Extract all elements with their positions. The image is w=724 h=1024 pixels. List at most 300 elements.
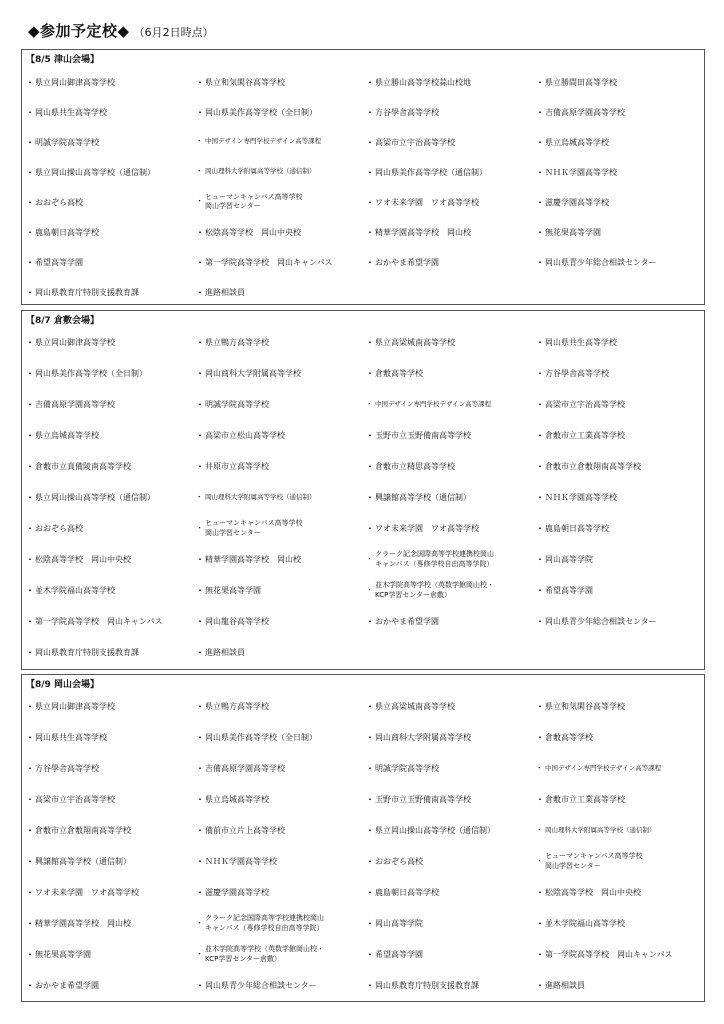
school-item bbox=[366, 67, 536, 97]
section-heading: 【8/5 津山会場】 bbox=[26, 55, 99, 65]
school-name: 玉野市立玉野備南高等学校 bbox=[375, 431, 471, 440]
school-name: 倉敷市立工業高等学校 bbox=[545, 795, 625, 804]
school-item bbox=[26, 970, 196, 1001]
school-item bbox=[26, 389, 196, 420]
bullet-icon: ・ bbox=[536, 167, 544, 177]
school-name: 並木学院福山高等学校 bbox=[35, 586, 115, 595]
school-item bbox=[366, 575, 536, 606]
bullet-icon: ・ bbox=[26, 795, 34, 804]
school-name: 中国デザイン専門学校デザイン高等課程 bbox=[375, 399, 492, 408]
bullet-icon: ・ bbox=[196, 617, 204, 626]
school-item bbox=[536, 482, 704, 513]
school-item bbox=[196, 187, 366, 217]
school-name: 岡山商科大学附属高等学校 bbox=[375, 733, 471, 742]
school-name: 並木学院福山高等学校 bbox=[545, 919, 625, 928]
school-item bbox=[196, 157, 366, 187]
school-item bbox=[366, 358, 536, 389]
school-name: 倉敷市立工業高等学校 bbox=[545, 431, 625, 440]
bullet-icon: ・ bbox=[536, 586, 544, 595]
school-item bbox=[196, 908, 366, 939]
school-name: ワオ未来学園 ワオ高等学校 bbox=[375, 197, 479, 207]
school-item bbox=[536, 420, 704, 451]
bullet-icon: ・ bbox=[366, 617, 374, 626]
school-name: ＮＨＫ学園高等学校 bbox=[205, 857, 277, 866]
bullet-icon: ・ bbox=[536, 227, 544, 237]
bullet-icon: ・ bbox=[366, 857, 374, 866]
school-item bbox=[26, 513, 196, 544]
school-item bbox=[26, 157, 196, 187]
school-name: 井原市立高等学校 bbox=[205, 462, 269, 471]
school-name: 県立鴨方高等学校 bbox=[205, 702, 269, 711]
bullet-icon: ・ bbox=[536, 763, 543, 772]
school-item bbox=[196, 815, 366, 846]
bullet-icon: ・ bbox=[366, 257, 374, 267]
school-item bbox=[26, 127, 196, 157]
school-item bbox=[536, 513, 704, 544]
school-name: 県立岡山操山高等学校（通信制） bbox=[375, 826, 495, 835]
school-item bbox=[26, 420, 196, 451]
school-name: 精華学園高等学校 岡山校 bbox=[35, 919, 131, 928]
school-item bbox=[26, 67, 196, 97]
section-kurashiki bbox=[21, 310, 705, 670]
school-item bbox=[26, 544, 196, 575]
bullet-icon: ・ bbox=[366, 107, 374, 117]
bullet-icon: ・ bbox=[26, 826, 34, 835]
school-item bbox=[26, 939, 196, 970]
school-item bbox=[366, 722, 536, 753]
school-item bbox=[536, 970, 704, 1001]
school-item bbox=[196, 877, 366, 908]
school-name: 倉敷市立倉敷翔南高等学校 bbox=[35, 826, 131, 835]
school-item bbox=[536, 247, 704, 277]
bullet-icon: ・ bbox=[26, 648, 34, 657]
school-name: 県立勝山高等学校蒜山校地 bbox=[375, 77, 471, 87]
school-name: 進路相談員 bbox=[205, 287, 245, 297]
bullet-icon: ・ bbox=[196, 287, 204, 297]
school-name: 吉備高原学園高等学校 bbox=[35, 400, 115, 409]
school-name: 明誠学院高等学校 bbox=[375, 764, 439, 773]
bullet-icon: ・ bbox=[196, 107, 204, 117]
school-item bbox=[536, 877, 704, 908]
school-item bbox=[366, 127, 536, 157]
bullet-icon: ・ bbox=[366, 369, 374, 378]
school-name: 玉野市立玉野備南高等学校 bbox=[375, 795, 471, 804]
school-item bbox=[196, 970, 366, 1001]
school-name: 岡山県青少年総合相談センター bbox=[205, 981, 317, 990]
school-item bbox=[366, 451, 536, 482]
bullet-icon: ・ bbox=[366, 167, 374, 177]
bullet-icon: ・ bbox=[196, 400, 204, 409]
school-item bbox=[366, 784, 536, 815]
school-name: 無花果高等学園 bbox=[205, 586, 261, 595]
school-name: 倉敷高等学校 bbox=[545, 733, 593, 742]
school-name: 県立烏城高等学校 bbox=[35, 431, 99, 440]
school-name: 明誠学院高等学校 bbox=[35, 137, 99, 147]
bullet-icon: ・ bbox=[366, 338, 374, 347]
bullet-icon: ・ bbox=[196, 197, 203, 206]
school-item bbox=[536, 939, 704, 970]
school-item bbox=[366, 544, 536, 575]
bullet-icon: ・ bbox=[366, 888, 374, 897]
bullet-icon: ・ bbox=[196, 227, 204, 237]
bullet-icon: ・ bbox=[536, 257, 544, 267]
bullet-icon: ・ bbox=[536, 702, 544, 711]
bullet-icon: ・ bbox=[366, 137, 374, 147]
school-item bbox=[366, 908, 536, 939]
bullet-icon: ・ bbox=[196, 523, 203, 532]
bullet-icon: ・ bbox=[536, 555, 544, 564]
school-item bbox=[26, 846, 196, 877]
title-main: ◆参加予定校◆ bbox=[28, 22, 130, 40]
school-name: ワオ未来学園 ワオ高等学校 bbox=[35, 888, 139, 897]
school-item bbox=[26, 908, 196, 939]
school-name: 岡山県美作高等学校（通信制） bbox=[375, 167, 487, 177]
school-item bbox=[26, 97, 196, 127]
school-item bbox=[536, 908, 704, 939]
school-item bbox=[26, 187, 196, 217]
school-item bbox=[26, 575, 196, 606]
school-name: 方谷學舎高等学校 bbox=[35, 764, 99, 773]
school-name: 方谷學舎高等学校 bbox=[545, 369, 609, 378]
school-item bbox=[26, 217, 196, 247]
school-item bbox=[196, 277, 366, 307]
school-name: 中国デザイン専門学校デザイン高等課程 bbox=[205, 137, 322, 146]
bullet-icon: ・ bbox=[26, 586, 34, 595]
school-name: 県立和気閑谷高等学校 bbox=[205, 77, 285, 87]
school-name: 精華学園高等学校 岡山校 bbox=[205, 555, 301, 564]
school-name: 吉備高原学園高等学校 bbox=[205, 764, 285, 773]
school-name: 岡山県共生高等学校 bbox=[35, 107, 107, 117]
bullet-icon: ・ bbox=[26, 462, 34, 471]
bullet-icon: ・ bbox=[536, 733, 544, 742]
school-name: 興譲館高等学校（通信制） bbox=[375, 493, 471, 502]
school-item bbox=[536, 97, 704, 127]
school-name: 岡山県教育庁特別支援教育課 bbox=[35, 287, 139, 297]
school-item bbox=[26, 877, 196, 908]
bullet-icon: ・ bbox=[536, 888, 544, 897]
school-item bbox=[196, 846, 366, 877]
school-item bbox=[536, 691, 704, 722]
bullet-icon: ・ bbox=[536, 856, 543, 865]
school-item bbox=[196, 67, 366, 97]
title-date-note: （6月2日時点） bbox=[133, 26, 214, 39]
bullet-icon: ・ bbox=[366, 585, 373, 594]
school-name: 倉敷高等学校 bbox=[375, 369, 423, 378]
bullet-icon: ・ bbox=[196, 795, 204, 804]
school-item bbox=[196, 575, 366, 606]
school-item bbox=[366, 97, 536, 127]
school-grid bbox=[26, 327, 702, 667]
bullet-icon: ・ bbox=[366, 554, 373, 563]
bullet-icon: ・ bbox=[196, 492, 203, 501]
school-item bbox=[196, 327, 366, 358]
school-name: 県立烏城高等学校 bbox=[545, 137, 609, 147]
school-name: 精華学園高等学校 岡山校 bbox=[375, 227, 471, 237]
school-item bbox=[26, 358, 196, 389]
school-item bbox=[196, 247, 366, 277]
bullet-icon: ・ bbox=[536, 825, 543, 834]
bullet-icon: ・ bbox=[26, 167, 34, 177]
bullet-icon: ・ bbox=[26, 338, 34, 347]
school-name: 備前市立片上高等学校 bbox=[205, 826, 285, 835]
school-item bbox=[196, 544, 366, 575]
school-name: 鹿島朝日高等学校 bbox=[35, 227, 99, 237]
school-name: 松陰高等学校 岡山中央校 bbox=[545, 888, 641, 897]
school-item bbox=[366, 420, 536, 451]
school-name: ワオ未来学園 ワオ高等学校 bbox=[375, 524, 479, 533]
school-item bbox=[196, 217, 366, 247]
bullet-icon: ・ bbox=[26, 555, 34, 564]
school-name: クラーク記念国際高等学校連携校岡山 キャンパス（専修学校自由高等学院） bbox=[375, 550, 494, 568]
bullet-icon: ・ bbox=[26, 524, 34, 533]
bullet-icon: ・ bbox=[196, 648, 204, 657]
school-name: 進路相談員 bbox=[205, 648, 245, 657]
school-item bbox=[366, 513, 536, 544]
school-name: 倉敷市立精思高等学校 bbox=[375, 462, 455, 471]
school-item bbox=[196, 606, 366, 637]
bullet-icon: ・ bbox=[196, 981, 204, 990]
school-item bbox=[536, 67, 704, 97]
school-item bbox=[26, 327, 196, 358]
school-name: ＮＨＫ学園高等学校 bbox=[545, 167, 617, 177]
bullet-icon: ・ bbox=[536, 795, 544, 804]
bullet-icon: ・ bbox=[536, 462, 544, 471]
school-name: 進路相談員 bbox=[545, 981, 585, 990]
school-name: おおぞら高校 bbox=[375, 857, 423, 866]
bullet-icon: ・ bbox=[536, 524, 544, 533]
bullet-icon: ・ bbox=[196, 764, 204, 773]
bullet-icon: ・ bbox=[26, 107, 34, 117]
bullet-icon: ・ bbox=[26, 257, 34, 267]
bullet-icon: ・ bbox=[26, 77, 34, 87]
bullet-icon: ・ bbox=[366, 197, 374, 207]
school-name: 倉敷市立真備陵南高等学校 bbox=[35, 462, 131, 471]
school-item bbox=[196, 389, 366, 420]
school-name: 県立高梁城南高等学校 bbox=[375, 702, 455, 711]
school-name: 県立岡山御津高等学校 bbox=[35, 338, 115, 347]
school-name: 県立高梁城南高等学校 bbox=[375, 338, 455, 347]
school-item bbox=[366, 846, 536, 877]
school-name: 岡山龍谷高等学校 bbox=[205, 617, 269, 626]
bullet-icon: ・ bbox=[196, 826, 204, 835]
school-name: 高梁市立宇治高等学校 bbox=[35, 795, 115, 804]
bullet-icon: ・ bbox=[26, 369, 34, 378]
school-name: 中国デザイン専門学校デザイン高等課程 bbox=[545, 763, 662, 772]
bullet-icon: ・ bbox=[196, 555, 204, 564]
school-name: 明誠学院高等学校 bbox=[205, 400, 269, 409]
bullet-icon: ・ bbox=[536, 493, 544, 502]
school-name: 岡山県美作高等学校（全日制） bbox=[35, 369, 147, 378]
school-name: 岡山高等学院 bbox=[545, 555, 593, 564]
school-item bbox=[536, 606, 704, 637]
bullet-icon: ・ bbox=[26, 857, 34, 866]
school-name: 岡山県共生高等学校 bbox=[545, 338, 617, 347]
school-name: 県立烏城高等学校 bbox=[205, 795, 269, 804]
school-item bbox=[366, 753, 536, 784]
school-item bbox=[196, 691, 366, 722]
school-item bbox=[196, 722, 366, 753]
school-item bbox=[196, 513, 366, 544]
school-name: 第一学院高等学校 岡山キャンパス bbox=[545, 950, 673, 959]
school-item bbox=[196, 482, 366, 513]
school-item bbox=[196, 784, 366, 815]
bullet-icon: ・ bbox=[536, 77, 544, 87]
school-name: 吉備高原学園高等学校 bbox=[545, 107, 625, 117]
school-name: 倉敷市立倉敷翔南高等学校 bbox=[545, 462, 641, 471]
bullet-icon: ・ bbox=[26, 733, 34, 742]
bullet-icon: ・ bbox=[196, 918, 203, 927]
school-name: 県立岡山操山高等学校（通信制） bbox=[35, 493, 155, 502]
school-item bbox=[536, 846, 704, 877]
school-name: 希望高等学園 bbox=[545, 586, 593, 595]
school-name: 県立勝間田高等学校 bbox=[545, 77, 617, 87]
bullet-icon: ・ bbox=[196, 949, 203, 958]
school-item bbox=[536, 544, 704, 575]
school-item bbox=[366, 217, 536, 247]
school-name: 第一学院高等学校 岡山キャンパス bbox=[35, 617, 163, 626]
bullet-icon: ・ bbox=[196, 77, 204, 87]
school-name: ヒューマンキャンパス高等学校 岡山学習センター bbox=[545, 852, 643, 870]
school-item bbox=[26, 247, 196, 277]
school-name: 第一学院高等学校 岡山キャンパス bbox=[205, 257, 333, 267]
bullet-icon: ・ bbox=[196, 167, 203, 176]
bullet-icon: ・ bbox=[366, 399, 373, 408]
school-name: 岡山県青少年総合相談センター bbox=[545, 257, 657, 267]
bullet-icon: ・ bbox=[366, 795, 374, 804]
bullet-icon: ・ bbox=[366, 77, 374, 87]
bullet-icon: ・ bbox=[26, 431, 34, 440]
school-item bbox=[366, 606, 536, 637]
bullet-icon: ・ bbox=[366, 524, 374, 533]
school-name: 興譲館高等学校（通信制） bbox=[35, 857, 131, 866]
school-item bbox=[536, 389, 704, 420]
school-name: 岡山県美作高等学校（全日制） bbox=[205, 733, 317, 742]
school-name: 希望高等学園 bbox=[375, 950, 423, 959]
bullet-icon: ・ bbox=[536, 400, 544, 409]
school-item bbox=[26, 482, 196, 513]
bullet-icon: ・ bbox=[26, 919, 34, 928]
school-name: 岡山理科大学附属高等学校（通信制） bbox=[205, 167, 316, 176]
bullet-icon: ・ bbox=[26, 981, 34, 990]
school-item bbox=[536, 784, 704, 815]
school-name: 松陰高等学校 岡山中央校 bbox=[35, 555, 131, 564]
school-item bbox=[366, 157, 536, 187]
bullet-icon: ・ bbox=[196, 338, 204, 347]
school-item bbox=[26, 722, 196, 753]
school-name: ヒューマンキャンパス高等学校 岡山学習センター bbox=[205, 519, 303, 537]
school-item bbox=[366, 877, 536, 908]
school-name: 県立和気閑谷高等学校 bbox=[545, 702, 625, 711]
page-title bbox=[28, 20, 214, 42]
school-item bbox=[26, 753, 196, 784]
school-name: 岡山県教育庁特別支援教育課 bbox=[35, 648, 139, 657]
bullet-icon: ・ bbox=[366, 919, 374, 928]
school-item bbox=[26, 691, 196, 722]
bullet-icon: ・ bbox=[196, 702, 204, 711]
school-item bbox=[26, 451, 196, 482]
school-name: おかやま希望学園 bbox=[35, 981, 99, 990]
bullet-icon: ・ bbox=[196, 257, 204, 267]
bullet-icon: ・ bbox=[196, 462, 204, 471]
bullet-icon: ・ bbox=[26, 227, 34, 237]
school-name: おおぞら高校 bbox=[35, 524, 83, 533]
bullet-icon: ・ bbox=[366, 227, 374, 237]
school-name: クラーク記念国際高等学校連携校岡山 キャンパス（専修学校自由高等学院） bbox=[205, 914, 324, 932]
bullet-icon: ・ bbox=[26, 764, 34, 773]
school-name: 高梁市立宇治高等学校 bbox=[375, 137, 455, 147]
bullet-icon: ・ bbox=[26, 950, 34, 959]
school-name: 鹿島朝日高等学校 bbox=[545, 524, 609, 533]
school-name: 岡山商科大学附属高等学校 bbox=[205, 369, 301, 378]
school-item bbox=[536, 451, 704, 482]
bullet-icon: ・ bbox=[536, 369, 544, 378]
school-item bbox=[536, 575, 704, 606]
bullet-icon: ・ bbox=[366, 981, 374, 990]
school-name: 鹿島朝日高等学校 bbox=[375, 888, 439, 897]
bullet-icon: ・ bbox=[26, 888, 34, 897]
school-name: おおぞら高校 bbox=[35, 197, 83, 207]
bullet-icon: ・ bbox=[536, 107, 544, 117]
school-item bbox=[536, 187, 704, 217]
school-name: 岡山県共生高等学校 bbox=[35, 733, 107, 742]
school-item bbox=[196, 939, 366, 970]
school-name: 滋慶学園高等学校 bbox=[545, 197, 609, 207]
school-name: 県立岡山御津高等学校 bbox=[35, 702, 115, 711]
bullet-icon: ・ bbox=[536, 137, 544, 147]
school-item bbox=[366, 247, 536, 277]
bullet-icon: ・ bbox=[196, 369, 204, 378]
bullet-icon: ・ bbox=[536, 950, 544, 959]
school-item bbox=[196, 127, 366, 157]
school-item bbox=[366, 389, 536, 420]
school-item bbox=[366, 815, 536, 846]
school-item bbox=[196, 753, 366, 784]
school-name: おかやま希望学園 bbox=[375, 617, 439, 626]
school-item bbox=[196, 451, 366, 482]
bullet-icon: ・ bbox=[196, 431, 204, 440]
school-name: 岡山高等学院 bbox=[375, 919, 423, 928]
school-name: おかやま希望学園 bbox=[375, 257, 439, 267]
bullet-icon: ・ bbox=[366, 702, 374, 711]
school-name: 県立岡山御津高等学校 bbox=[35, 77, 115, 87]
school-name: 滋慶学園高等学校 bbox=[205, 888, 269, 897]
school-name: 県立鴨方高等学校 bbox=[205, 338, 269, 347]
bullet-icon: ・ bbox=[366, 733, 374, 742]
school-item bbox=[366, 327, 536, 358]
bullet-icon: ・ bbox=[536, 431, 544, 440]
school-grid bbox=[26, 691, 702, 999]
bullet-icon: ・ bbox=[366, 493, 374, 502]
school-name: 岡山県美作高等学校（全日制） bbox=[205, 107, 317, 117]
bullet-icon: ・ bbox=[536, 981, 544, 990]
school-item bbox=[26, 606, 196, 637]
bullet-icon: ・ bbox=[366, 764, 374, 773]
school-item bbox=[196, 637, 366, 668]
school-item bbox=[26, 784, 196, 815]
bullet-icon: ・ bbox=[26, 197, 34, 207]
school-name: 高梁市立松山高等学校 bbox=[205, 431, 285, 440]
bullet-icon: ・ bbox=[26, 702, 34, 711]
bullet-icon: ・ bbox=[196, 888, 204, 897]
school-name: 方谷學舎高等学校 bbox=[375, 107, 439, 117]
school-item bbox=[26, 277, 196, 307]
bullet-icon: ・ bbox=[366, 950, 374, 959]
bullet-icon: ・ bbox=[196, 857, 204, 866]
section-heading: 【8/7 倉敷会場】 bbox=[26, 316, 99, 326]
school-item bbox=[196, 420, 366, 451]
school-item bbox=[536, 753, 704, 784]
school-item bbox=[366, 187, 536, 217]
